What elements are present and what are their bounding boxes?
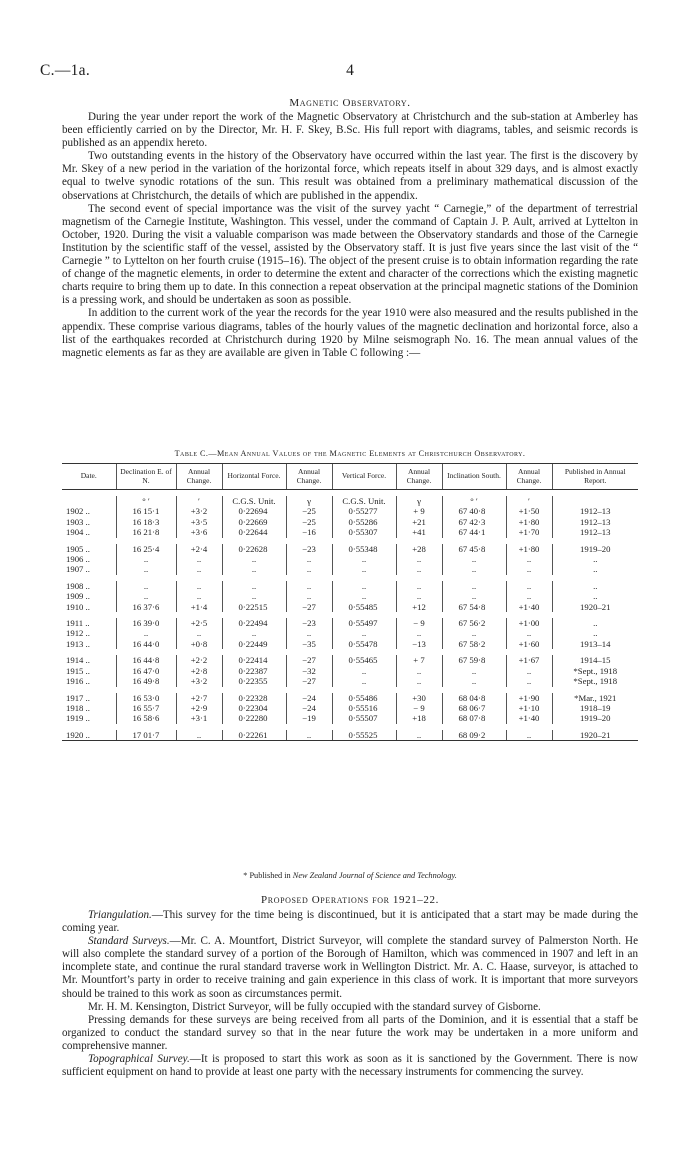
value-cell: 68 04·8 [442, 693, 506, 703]
value-cell: − 9 [396, 618, 442, 628]
value-cell: +12 [396, 602, 442, 612]
value-cell: +28 [396, 544, 442, 554]
value-cell: +1·70 [506, 527, 552, 537]
paragraph [62, 909, 638, 935]
value-cell: 67 45·8 [442, 544, 506, 554]
value-cell: +30 [396, 693, 442, 703]
value-cell: 16 58·6 [116, 713, 176, 723]
value-cell: .. [286, 581, 332, 591]
column-header: Horizontal Force. [222, 464, 286, 490]
unit-cell: C.G.S. Unit. [222, 496, 286, 506]
paragraph-body: Pressing demands for these surveys are being received from all parts of the Dominion, and it is essential that a staff be organized to conduct the standard survey so that in the near future the work may be undertaken in a more uniform and comprehensive manner. [62, 1013, 638, 1052]
value-cell: .. [552, 618, 638, 628]
year-cell: 1903 .. [66, 516, 90, 527]
value-cell: 16 21·8 [116, 527, 176, 537]
value-cell: +3·2 [176, 676, 222, 686]
value-cell: +1·10 [506, 703, 552, 713]
paragraph [62, 1014, 638, 1053]
table-header-row [62, 464, 638, 490]
value-cell: .. [506, 581, 552, 591]
column-header: Declination E. of N. [116, 464, 176, 490]
year-cell: 1906 .. [66, 554, 90, 565]
value-cell: 16 37·6 [116, 602, 176, 612]
column-header: Annual Change. [396, 464, 442, 490]
unit-cell: γ [286, 496, 332, 506]
value-cell: .. [332, 554, 396, 564]
value-cell: .. [222, 554, 286, 564]
column-header: Annual Change. [286, 464, 332, 490]
value-cell: .. [116, 581, 176, 591]
value-cell: .. [396, 676, 442, 686]
value-cell: .. [176, 591, 222, 601]
table-row [62, 602, 638, 612]
value-cell: −16 [286, 527, 332, 537]
table-row [62, 639, 638, 649]
value-cell: .. [552, 591, 638, 601]
year-cell: 1902 .. [66, 506, 90, 517]
year-cell: 1904 .. [66, 527, 90, 538]
table-row [62, 693, 638, 703]
value-cell: +1·50 [506, 506, 552, 516]
column-header: Published in Annual Report. [552, 464, 638, 490]
value-cell: .. [396, 581, 442, 591]
value-cell: 16 49·8 [116, 676, 176, 686]
table-row [62, 506, 638, 516]
value-cell: .. [506, 628, 552, 638]
value-cell: 67 58·2 [442, 639, 506, 649]
value-cell: −32 [286, 666, 332, 676]
year-cell: 1919 .. [66, 713, 90, 724]
value-cell: .. [506, 730, 552, 741]
value-cell: 0·55486 [332, 693, 396, 703]
proposed-operations-text [62, 909, 638, 1079]
value-cell: .. [506, 554, 552, 564]
value-cell: 0·55497 [332, 618, 396, 628]
value-cell: .. [222, 591, 286, 601]
value-cell: +41 [396, 527, 442, 537]
value-cell: .. [332, 564, 396, 574]
paragraph-lead: Topographical Survey. [88, 1053, 190, 1066]
value-cell: 0·55525 [332, 730, 396, 741]
value-cell: .. [442, 666, 506, 676]
value-cell: 0·22449 [222, 639, 286, 649]
paragraph [62, 1001, 638, 1014]
value-cell: −19 [286, 713, 332, 723]
year-cell: 1917 .. [66, 692, 90, 703]
value-cell: .. [116, 591, 176, 601]
table-row [62, 730, 638, 741]
value-cell: +3·5 [176, 517, 222, 527]
value-cell: − 9 [396, 703, 442, 713]
value-cell: +1·67 [506, 655, 552, 665]
value-cell: .. [396, 628, 442, 638]
table-row [62, 544, 638, 554]
value-cell: +1·90 [506, 693, 552, 703]
value-cell: −27 [286, 602, 332, 612]
value-cell: .. [176, 564, 222, 574]
value-cell: +3·2 [176, 506, 222, 516]
value-cell: +1·80 [506, 544, 552, 554]
value-cell: 1912–13 [552, 506, 638, 516]
value-cell: 0·22628 [222, 544, 286, 554]
value-cell: .. [286, 730, 332, 741]
year-cell: 1918 .. [66, 702, 90, 713]
value-cell: +1·00 [506, 618, 552, 628]
value-cell: +1·40 [506, 602, 552, 612]
value-cell: 1919–20 [552, 544, 638, 554]
paragraph: During the year under report the work of the Magnetic Observatory at Christchurch and the sub-station at Amberley has been efficiently carried on by the Director, Mr. H. F. Skey, B.Sc. His full report with diagrams, tables, and seismic records is published as an appendix hereto. [62, 111, 638, 150]
value-cell: *Sept., 1918 [552, 666, 638, 676]
table-row [62, 628, 638, 638]
year-cell: 1920 .. [62, 730, 116, 741]
value-cell: 0·22304 [222, 703, 286, 713]
value-cell: 67 44·1 [442, 527, 506, 537]
footnote-prefix: * Published in [243, 871, 291, 880]
value-cell: .. [442, 581, 506, 591]
value-cell: .. [552, 581, 638, 591]
paragraph: The second event of special importance was the visit of the survey yacht “ Carnegie,” of the department of terrestrial magnetism of the Carnegie Institute, Washington. This vessel, under the command of Captain J. P. Ault, arrived at Lyttelton in October, 1920. During the visit a valuable comparison was made between the Observatory standards and those of the Carnegie Institution by the scientific staff of the vessel, assisted by the Observatory staff. It is just five years since the last visit of the “ Carnegie ” to Lyttelton on her fourth cruise (1915–16). The object of the present cruise is to obtain information regarding the rate of change of the magnetic elements, in order to determine the extent and character of the corrections which the existing magnetic charts require to bring them up to date. In this connection a repeat observation at the principal magnetic stations of the Dominion is a pressing work, and should be undertaken as soon as possible. [62, 202, 638, 307]
value-cell: 0·55307 [332, 527, 396, 537]
value-cell: .. [286, 564, 332, 574]
value-cell: +2·4 [176, 544, 222, 554]
year-cell: 1915 .. [66, 665, 90, 676]
value-cell: 0·55286 [332, 517, 396, 527]
value-cell: .. [222, 564, 286, 574]
year-cell: 1916 .. [66, 676, 90, 687]
table-row [62, 527, 638, 537]
value-cell: +2·9 [176, 703, 222, 713]
value-cell: +1·40 [506, 713, 552, 723]
paragraph-body: Mr. H. M. Kensington, District Surveyor, will be fully occupied with the standard survey of Gisborne. [88, 1000, 541, 1013]
paragraph: In addition to the current work of the year the records for the year 1910 were also measured and the results published in the appendix. These comprise various diagrams, tables of the hourly values of the magnetic declination and horizontal force, also a list of the earthquakes recorded at Christchurch during 1920 by Milne seismograph No. 16. The mean annual values of the magnetic elements as far as they are available are given in Table C following :— [62, 307, 638, 359]
value-cell: 68 06·7 [442, 703, 506, 713]
value-cell: −27 [286, 655, 332, 665]
value-cell: +1·4 [176, 602, 222, 612]
section-heading-proposed-operations: Proposed Operations for 1921–22. [261, 894, 439, 906]
value-cell: −24 [286, 703, 332, 713]
year-cell: 1914 .. [66, 655, 90, 666]
paragraph [62, 935, 638, 1000]
value-cell: 67 40·8 [442, 506, 506, 516]
section-heading-magnetic-observatory: Magnetic Observatory. [289, 97, 411, 109]
value-cell: 16 18·3 [116, 517, 176, 527]
value-cell: 16 47·0 [116, 666, 176, 676]
value-cell: +2·2 [176, 655, 222, 665]
unit-cell: C.G.S. Unit. [332, 496, 396, 506]
value-cell: +18 [396, 713, 442, 723]
value-cell: .. [442, 591, 506, 601]
year-cell: 1908 .. [66, 580, 90, 591]
value-cell: .. [176, 581, 222, 591]
value-cell: 1914–15 [552, 655, 638, 665]
value-cell: .. [442, 554, 506, 564]
value-cell: 0·22494 [222, 618, 286, 628]
value-cell: *Sept., 1918 [552, 676, 638, 686]
value-cell: 0·22328 [222, 693, 286, 703]
table-row [62, 517, 638, 527]
value-cell: .. [506, 676, 552, 686]
value-cell: 1913–14 [552, 639, 638, 649]
value-cell: 0·55485 [332, 602, 396, 612]
value-cell: 16 39·0 [116, 618, 176, 628]
table-row [62, 713, 638, 723]
column-header: Annual Change. [176, 464, 222, 490]
value-cell: .. [222, 628, 286, 638]
value-cell: .. [396, 666, 442, 676]
table-row [62, 564, 638, 574]
value-cell: 0·22669 [222, 517, 286, 527]
value-cell: 0·55507 [332, 713, 396, 723]
value-cell: 0·22355 [222, 676, 286, 686]
value-cell: 1920–21 [552, 730, 638, 741]
year-cell: 1913 .. [66, 638, 90, 649]
column-header: Vertical Force. [332, 464, 396, 490]
paragraph-body: —This survey for the time being is discontinued, but it is anticipated that a start may be made during the coming year. [62, 909, 638, 935]
table-row [62, 655, 638, 665]
value-cell: −23 [286, 618, 332, 628]
value-cell: 68 09·2 [442, 730, 506, 741]
value-cell: −35 [286, 639, 332, 649]
value-cell: .. [286, 591, 332, 601]
value-cell: 67 42·3 [442, 517, 506, 527]
value-cell: 67 54·8 [442, 602, 506, 612]
unit-cell [552, 496, 638, 506]
value-cell: .. [286, 554, 332, 564]
units-row [62, 496, 638, 506]
value-cell: 16 15·1 [116, 506, 176, 516]
year-cell: 1912 .. [66, 628, 90, 639]
value-cell: 16 53·0 [116, 693, 176, 703]
page-number: 4 [346, 62, 354, 79]
value-cell: .. [332, 666, 396, 676]
value-cell: .. [332, 676, 396, 686]
value-cell: +3·1 [176, 713, 222, 723]
value-cell: 0·55516 [332, 703, 396, 713]
unit-cell: ′ [176, 496, 222, 506]
paragraph-lead: Triangulation. [88, 909, 152, 921]
value-cell: +1·60 [506, 639, 552, 649]
unit-cell [62, 496, 116, 506]
value-cell: 16 44·8 [116, 655, 176, 665]
value-cell: 0·22694 [222, 506, 286, 516]
value-cell: .. [552, 564, 638, 574]
column-header: Inclination South. [442, 464, 506, 490]
value-cell: 1912–13 [552, 527, 638, 537]
value-cell: *Mar., 1921 [552, 693, 638, 703]
table-row [62, 618, 638, 628]
value-cell: .. [116, 554, 176, 564]
table-footnote [40, 871, 660, 880]
value-cell: 0·22644 [222, 527, 286, 537]
value-cell: .. [176, 554, 222, 564]
year-cell: 1909 .. [66, 591, 90, 602]
magnetic-observatory-text [62, 111, 638, 360]
value-cell: 1918–19 [552, 703, 638, 713]
value-cell: 16 55·7 [116, 703, 176, 713]
value-cell: +2·8 [176, 666, 222, 676]
column-header: Date. [62, 464, 116, 490]
value-cell: 1920–21 [552, 602, 638, 612]
value-cell: 67 59·8 [442, 655, 506, 665]
value-cell: −25 [286, 506, 332, 516]
value-cell: .. [552, 628, 638, 638]
value-cell: .. [506, 564, 552, 574]
footnote-journal: New Zealand Journal of Science and Technology. [292, 871, 457, 880]
value-cell: 67 56·2 [442, 618, 506, 628]
value-cell: 0·55478 [332, 639, 396, 649]
table-row [62, 581, 638, 591]
paragraph: Two outstanding events in the history of the Observatory have occurred within the last year. The first is the discovery by Mr. Skey of a new period in the variation of the horizontal force, which repeats itself in about 329 days, and is almost exactly equal to twelve synodic rotations of the sun. This result was obtained from a preliminary mathematical discussion of the observations at Christchurch, the details of which are published in the appendix. [62, 150, 638, 202]
value-cell: 0·55277 [332, 506, 396, 516]
value-cell: .. [396, 554, 442, 564]
value-cell: .. [332, 628, 396, 638]
unit-cell: ° ′ [116, 496, 176, 506]
value-cell: 17 01·7 [116, 730, 176, 741]
unit-cell: ° ′ [442, 496, 506, 506]
value-cell: .. [286, 628, 332, 638]
paragraph-lead: Standard Surveys. [88, 935, 170, 948]
value-cell: .. [442, 564, 506, 574]
paragraph-body: —It is proposed to start this work as soon as it is sanctioned by the Government. There is now sufficient equipment on hand to provide at least one party with the necessary instruments for commencing the survey. [62, 1053, 639, 1079]
year-cell: 1910 .. [66, 601, 90, 612]
value-cell: .. [332, 581, 396, 591]
paragraph-body: —Mr. C. A. Mountfort, District Surveyor, will complete the standard survey of Palmerston North. He will also complete the standard survey of a portion of the Borough of Hamilton, which was commenced in 1907 and left in an incomplete state, and continue the rural standard traverse work in Wellington District. Mr. A. C. Haase, surveyor, is attached to Mr. Mountfort’s party in order to receive training and gain experience in this class of work. It is important that more surveyors should be trained to this work as soon as circumstances permit. [62, 935, 638, 1000]
table-body [62, 490, 638, 741]
value-cell: 0·22515 [222, 602, 286, 612]
value-cell: −24 [286, 693, 332, 703]
value-cell: .. [396, 730, 442, 741]
year-cell: 1911 .. [66, 618, 90, 629]
table-title: Table C.—Mean Annual Values of the Magnetic Elements at Christchurch Observatory. [174, 449, 526, 458]
table-row [62, 703, 638, 713]
column-header: Annual Change. [506, 464, 552, 490]
table-row [62, 666, 638, 676]
unit-cell: ′ [506, 496, 552, 506]
value-cell: −27 [286, 676, 332, 686]
value-cell: + 9 [396, 506, 442, 516]
value-cell: .. [222, 581, 286, 591]
value-cell: .. [442, 676, 506, 686]
value-cell: −23 [286, 544, 332, 554]
value-cell: 0·55465 [332, 655, 396, 665]
value-cell: 0·22414 [222, 655, 286, 665]
value-cell: −13 [396, 639, 442, 649]
value-cell: 0·22261 [222, 730, 286, 741]
value-cell: +0·8 [176, 639, 222, 649]
value-cell: 16 25·4 [116, 544, 176, 554]
value-cell: .. [552, 554, 638, 564]
value-cell: 1912–13 [552, 517, 638, 527]
value-cell: 68 07·8 [442, 713, 506, 723]
table-row [62, 676, 638, 686]
value-cell: +2·7 [176, 693, 222, 703]
value-cell: .. [332, 591, 396, 601]
magnetic-elements-table [62, 463, 638, 741]
value-cell: .. [396, 591, 442, 601]
value-cell: .. [116, 628, 176, 638]
value-cell: −25 [286, 517, 332, 527]
value-cell: 16 44·0 [116, 639, 176, 649]
value-cell: 0·22280 [222, 713, 286, 723]
value-cell: 0·55348 [332, 544, 396, 554]
value-cell: + 7 [396, 655, 442, 665]
document-reference: C.—1a. [40, 62, 91, 79]
value-cell: .. [396, 564, 442, 574]
value-cell: 0·22387 [222, 666, 286, 676]
value-cell: .. [442, 628, 506, 638]
paragraph [62, 1053, 638, 1079]
value-cell: +1·80 [506, 517, 552, 527]
value-cell: .. [116, 564, 176, 574]
page-header [40, 62, 660, 84]
value-cell: +3·6 [176, 527, 222, 537]
value-cell: .. [176, 730, 222, 741]
value-cell: +2·5 [176, 618, 222, 628]
value-cell: .. [506, 591, 552, 601]
value-cell: .. [176, 628, 222, 638]
value-cell: 1919–20 [552, 713, 638, 723]
table-row [62, 554, 638, 564]
year-cell: 1907 .. [66, 564, 90, 575]
table-row [62, 591, 638, 601]
year-cell: 1905 .. [66, 543, 90, 554]
value-cell: +21 [396, 517, 442, 527]
value-cell: .. [506, 666, 552, 676]
unit-cell: γ [396, 496, 442, 506]
